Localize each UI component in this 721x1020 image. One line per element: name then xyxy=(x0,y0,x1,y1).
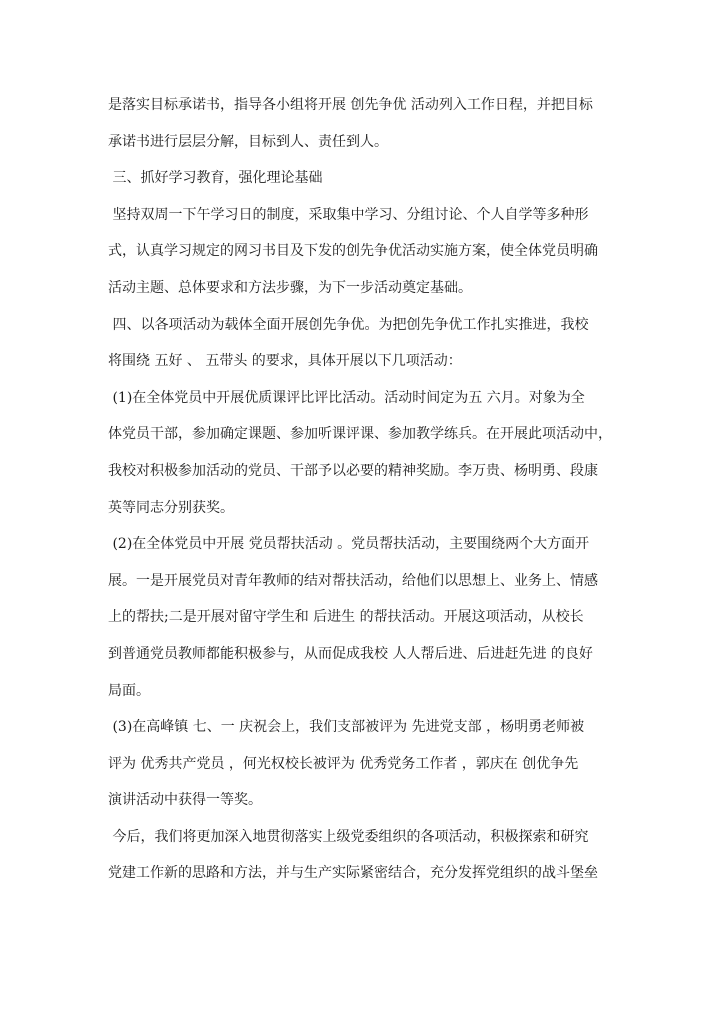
text-line: 承诺书进行层层分解，目标到人、责任到人。 xyxy=(108,133,388,150)
section-heading: 三、抓好学习教育，强化理论基础 xyxy=(108,170,323,187)
text-line: 局面。 xyxy=(108,682,150,699)
text-line: 党建工作新的思路和方法，并与生产实际紧密结合，充分发挥党组织的战斗堡垒 xyxy=(108,865,598,882)
text-line: 式，认真学习规定的网习书目及下发的创先争优活动实施方案，使全体党员明确 xyxy=(108,243,598,260)
text-line: 我校对积极参加活动的党员、干部予以必要的精神奖励。李万贵、杨明勇、段康 xyxy=(108,462,598,479)
text-line: 体党员干部，参加确定课题、参加听课评课、参加教学练兵。在开展此项活动中， xyxy=(108,426,612,443)
text-line: (3)在高峰镇 七、一 庆祝会上，我们支部被评为 先进党支部 ，杨明勇老师被 xyxy=(108,719,585,736)
body-text xyxy=(108,87,620,892)
text-line: (1)在全体党员中开展优质课评比评比活动。活动时间定为五 六月。对象为全 xyxy=(108,389,585,406)
text-line: 英等同志分别获奖。 xyxy=(108,499,234,516)
text-line: 是落实目标承诺书，指导各小组将开展 创先争优 活动列入工作日程，并把目标 xyxy=(108,97,593,113)
text-line: 演讲活动中获得一等奖。 xyxy=(108,792,262,809)
text-line: (2)在全体党员中开展 党员帮扶活动 。党员帮扶活动，主要围绕两个大方面开 xyxy=(108,536,590,553)
text-line: 展。一是开展党员对青年教师的结对帮扶活动，给他们以思想上、业务上、情感 xyxy=(108,572,598,589)
text-line: 评为 优秀共产党员 ，何光权校长被评为 优秀党务工作者 ，郭庆在 创优争先 xyxy=(108,755,579,772)
text-line: 坚持双周一下午学习日的制度，采取集中学习、分组讨论、个人自学等多种形 xyxy=(108,206,589,223)
text-line: 上的帮扶;二是开展对留守学生和 后进生 的帮扶活动。开展这项活动，从校长 xyxy=(108,609,584,626)
section-heading: 四、以各项活动为载体全面开展创先争优。为把创先争优工作扎实推进，我校 xyxy=(108,316,589,333)
text-line: 今后，我们将更加深入地贯彻落实上级党委组织的各项活动，积极探索和研究 xyxy=(108,828,589,845)
text-line: 到普通党员教师都能积极参与，从而促成我校 人人帮后进、后进赶先进 的良好 xyxy=(108,645,593,662)
text-line: 将围绕 五好 、 五带头 的要求，具体开展以下几项活动： xyxy=(108,353,462,370)
text-line: 活动主题、总体要求和方法步骤，为下一步活动奠定基础。 xyxy=(108,279,472,296)
